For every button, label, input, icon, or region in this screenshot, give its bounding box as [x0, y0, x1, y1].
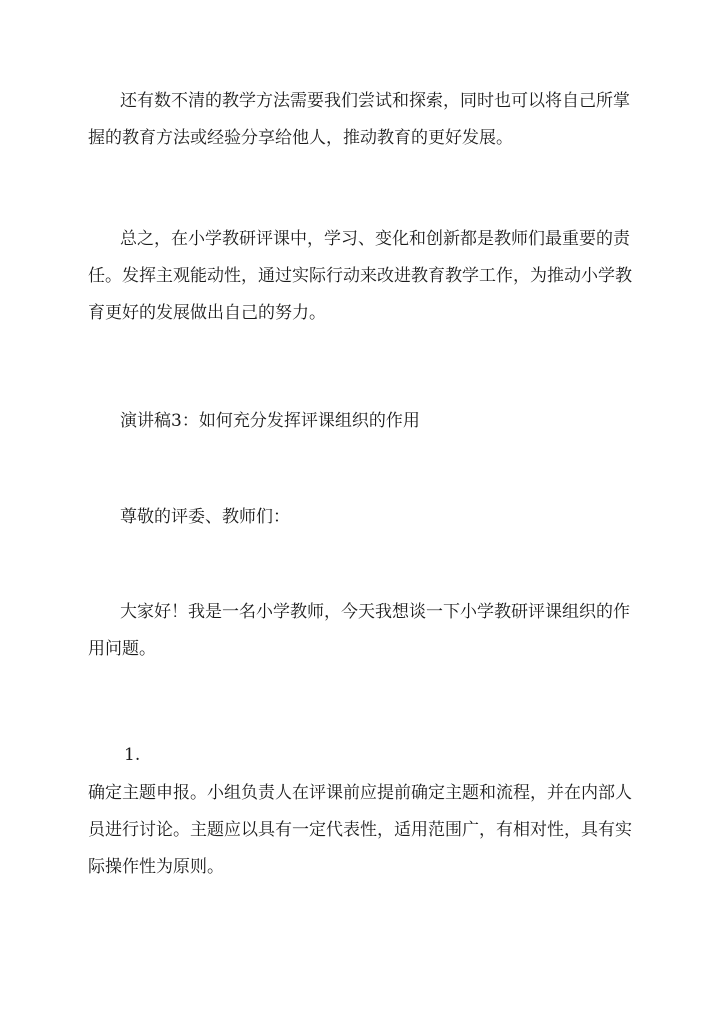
paragraph-line: 还有数不清的教学方法需要我们尝试和探索，同时也可以将自己所掌 — [120, 91, 630, 111]
salutation-text: 尊敬的评委、教师们： — [120, 507, 290, 527]
salutation — [88, 499, 636, 536]
paragraph-line: 际操作性为原则。 — [88, 857, 224, 877]
list-item-number: 1. — [124, 745, 141, 765]
list-item-body — [88, 775, 636, 886]
paragraph-conclusion — [88, 221, 636, 332]
paragraph-line: 握的教育方法或经验分享给他人，推动教育的更好发展。 — [88, 128, 513, 148]
paragraph-line: 确定主题申报。小组负责人在评课前应提前确定主题和流程，并在内部人 — [88, 783, 632, 803]
paragraph-greeting — [88, 594, 636, 668]
paragraph-line: 任。发挥主观能动性，通过实际行动来改进教育教学工作，为推动小学教 — [88, 266, 632, 286]
paragraph-line: 用问题。 — [88, 639, 156, 659]
speech-title-text: 演讲稿3：如何充分发挥评课组织的作用 — [120, 411, 420, 431]
paragraph-teaching-methods — [88, 83, 636, 157]
paragraph-line: 大家好！我是一名小学教师，今天我想谈一下小学教研评课组织的作 — [120, 602, 630, 622]
speech-title — [88, 403, 636, 440]
paragraph-line: 员进行讨论。主题应以具有一定代表性，适用范围广，有相对性，具有实 — [88, 820, 632, 840]
paragraph-line: 总之，在小学教研评课中，学习、变化和创新都是教师们最重要的责 — [120, 229, 630, 249]
paragraph-line: 育更好的发展做出自己的努力。 — [88, 303, 326, 323]
